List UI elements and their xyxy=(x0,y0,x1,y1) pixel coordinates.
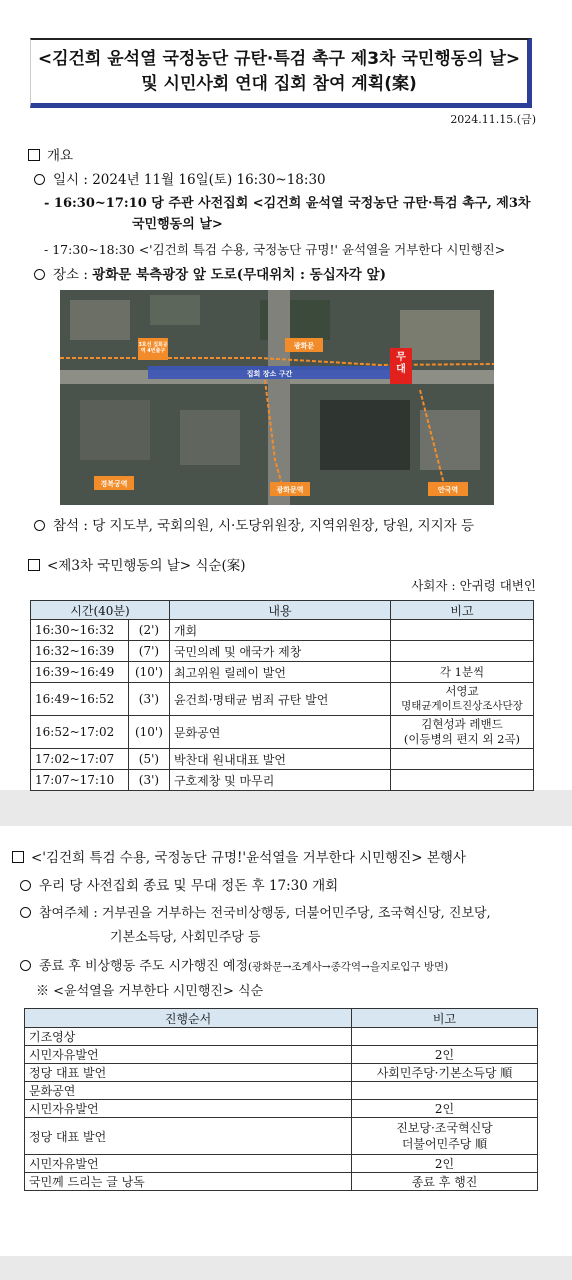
map-label-gwanghwamun: 광화문 xyxy=(293,342,315,350)
title-line-1: <김건희 윤석열 국정농단 규탄·특검 촉구 제3차 국민행동의 날> xyxy=(37,49,521,69)
map-label-gwanghwamun-station: 광화문역 xyxy=(276,486,304,494)
column-header-note: 비고 xyxy=(390,601,533,620)
table-row: 문화공연 xyxy=(25,1082,538,1100)
section-program-heading: <제3차 국민행동의 날> 식순(案) xyxy=(28,554,246,574)
table-row: 정당 대표 발언 사회민주당·기본소득당 順 xyxy=(25,1064,538,1082)
rally-location-map xyxy=(60,290,494,505)
checkbox-bullet-icon xyxy=(12,851,24,863)
circle-bullet-icon xyxy=(34,520,45,531)
table-row: 국민께 드리는 글 낭독 종료 후 행진 xyxy=(25,1173,538,1191)
march-item-3: 종료 후 비상행동 주도 시가행진 예정(광화문→조계사→종각역→을지로입구 방면) xyxy=(20,955,448,974)
table-row: 17:02~17:07 (5') 박찬대 원내대표 발언 xyxy=(31,749,534,770)
checkbox-bullet-icon xyxy=(28,149,40,161)
overview-sub1: - 16:30~17:10 당 주관 사전집회 <김건희 윤석열 국정농단 규탄·특검 촉구, 제3차 xyxy=(44,196,531,211)
map-label-section: 집회 장소 구간 xyxy=(246,370,293,378)
march-item-2: 참여주체 : 거부권을 거부하는 전국비상행동, 더불어민주당, 조국혁신당, 진보당, xyxy=(20,902,491,921)
column-header-note: 비고 xyxy=(352,1009,538,1028)
table-row: 17:07~17:10 (3') 구호제창 및 마무리 xyxy=(31,770,534,791)
table-row: 시민자유발언 2인 xyxy=(25,1100,538,1118)
circle-bullet-icon xyxy=(20,880,31,891)
table-header-row xyxy=(25,1009,538,1028)
satellite-map-image xyxy=(60,290,494,505)
table-row: 16:52~17:02 (10') 문화공연 김현성과 레밴드 (이등병의 편지 외 2곡) xyxy=(31,716,534,749)
overview-place: 장소 : 광화문 북측광장 앞 도로(무대위치 : 동십자각 앞) xyxy=(34,263,386,283)
overview-attendees: 참석 : 당 지도부, 국회의원, 시·도당위원장, 지역위원장, 당원, 지지자 등 xyxy=(34,514,474,534)
circle-bullet-icon xyxy=(20,907,31,918)
map-label-site: 3호선 집회공역 4번출구 xyxy=(138,342,168,354)
column-header-content: 내용 xyxy=(169,601,390,620)
march-ceremony-heading: ※ <윤석열을 거부한다 시민행진> 식순 xyxy=(36,984,264,999)
table-row: 정당 대표 발언 진보당·조국혁신당 더불어민주당 順 xyxy=(25,1118,538,1155)
table-row: 16:32~16:39 (7') 국민의례 및 애국가 제창 xyxy=(31,641,534,662)
table-header-row xyxy=(31,601,534,620)
table-row: 시민자유발언 2인 xyxy=(25,1046,538,1064)
program-schedule-table xyxy=(30,600,534,791)
column-header-order: 진행순서 xyxy=(25,1009,352,1028)
section-march-heading: <'김건희 특검 수용, 국정농단 규명!'윤석열을 거부한다 시민행진> 본행사 xyxy=(12,846,466,866)
column-header-time: 시간(40분) xyxy=(31,601,170,620)
table-row: 16:30~16:32 (2') 개회 xyxy=(31,620,534,641)
title-line-2: 및 시민사회 연대 집회 참여 계획(案) xyxy=(141,74,417,94)
table-row: 16:49~16:52 (3') 윤건희·명태균 범죄 규탄 발언 서영교 명태균게이트진상조사단장 xyxy=(31,683,534,716)
circle-bullet-icon xyxy=(20,960,31,971)
map-label-stage: 무대 xyxy=(396,352,406,375)
overview-datetime: 일시 : 2024년 11월 16일(토) 16:30~18:30 xyxy=(34,168,326,188)
document-title xyxy=(30,38,532,108)
document-date: 2024.11.15.(금) xyxy=(450,113,536,126)
map-label-gyeongbok: 경복궁역 xyxy=(100,480,128,488)
map-label-anguk: 안국역 xyxy=(437,486,459,494)
program-mc: 사회자 : 안귀령 대변인 xyxy=(411,578,536,593)
circle-bullet-icon xyxy=(34,269,45,280)
table-row: 기조영상 xyxy=(25,1028,538,1046)
march-item-1: 우리 당 사전집회 종료 및 무대 정돈 후 17:30 개회 xyxy=(20,874,338,894)
overview-sub2: - 17:30~18:30 <'김건희 특검 수용, 국정농단 규명!' 윤석열을 거부한다 시민행진> xyxy=(44,242,506,257)
circle-bullet-icon xyxy=(34,174,45,185)
overview-sub1-cont: 국민행동의 날> xyxy=(132,217,223,232)
section-overview-heading: 개요 xyxy=(28,144,73,164)
march-order-table xyxy=(24,1008,538,1191)
table-row: 16:39~16:49 (10') 최고위원 릴레이 발언 각 1분씩 xyxy=(31,662,534,683)
table-row: 시민자유발언 2인 xyxy=(25,1155,538,1173)
checkbox-bullet-icon xyxy=(28,559,40,571)
march-item-2-cont: 기본소득당, 사회민주당 등 xyxy=(110,930,261,945)
